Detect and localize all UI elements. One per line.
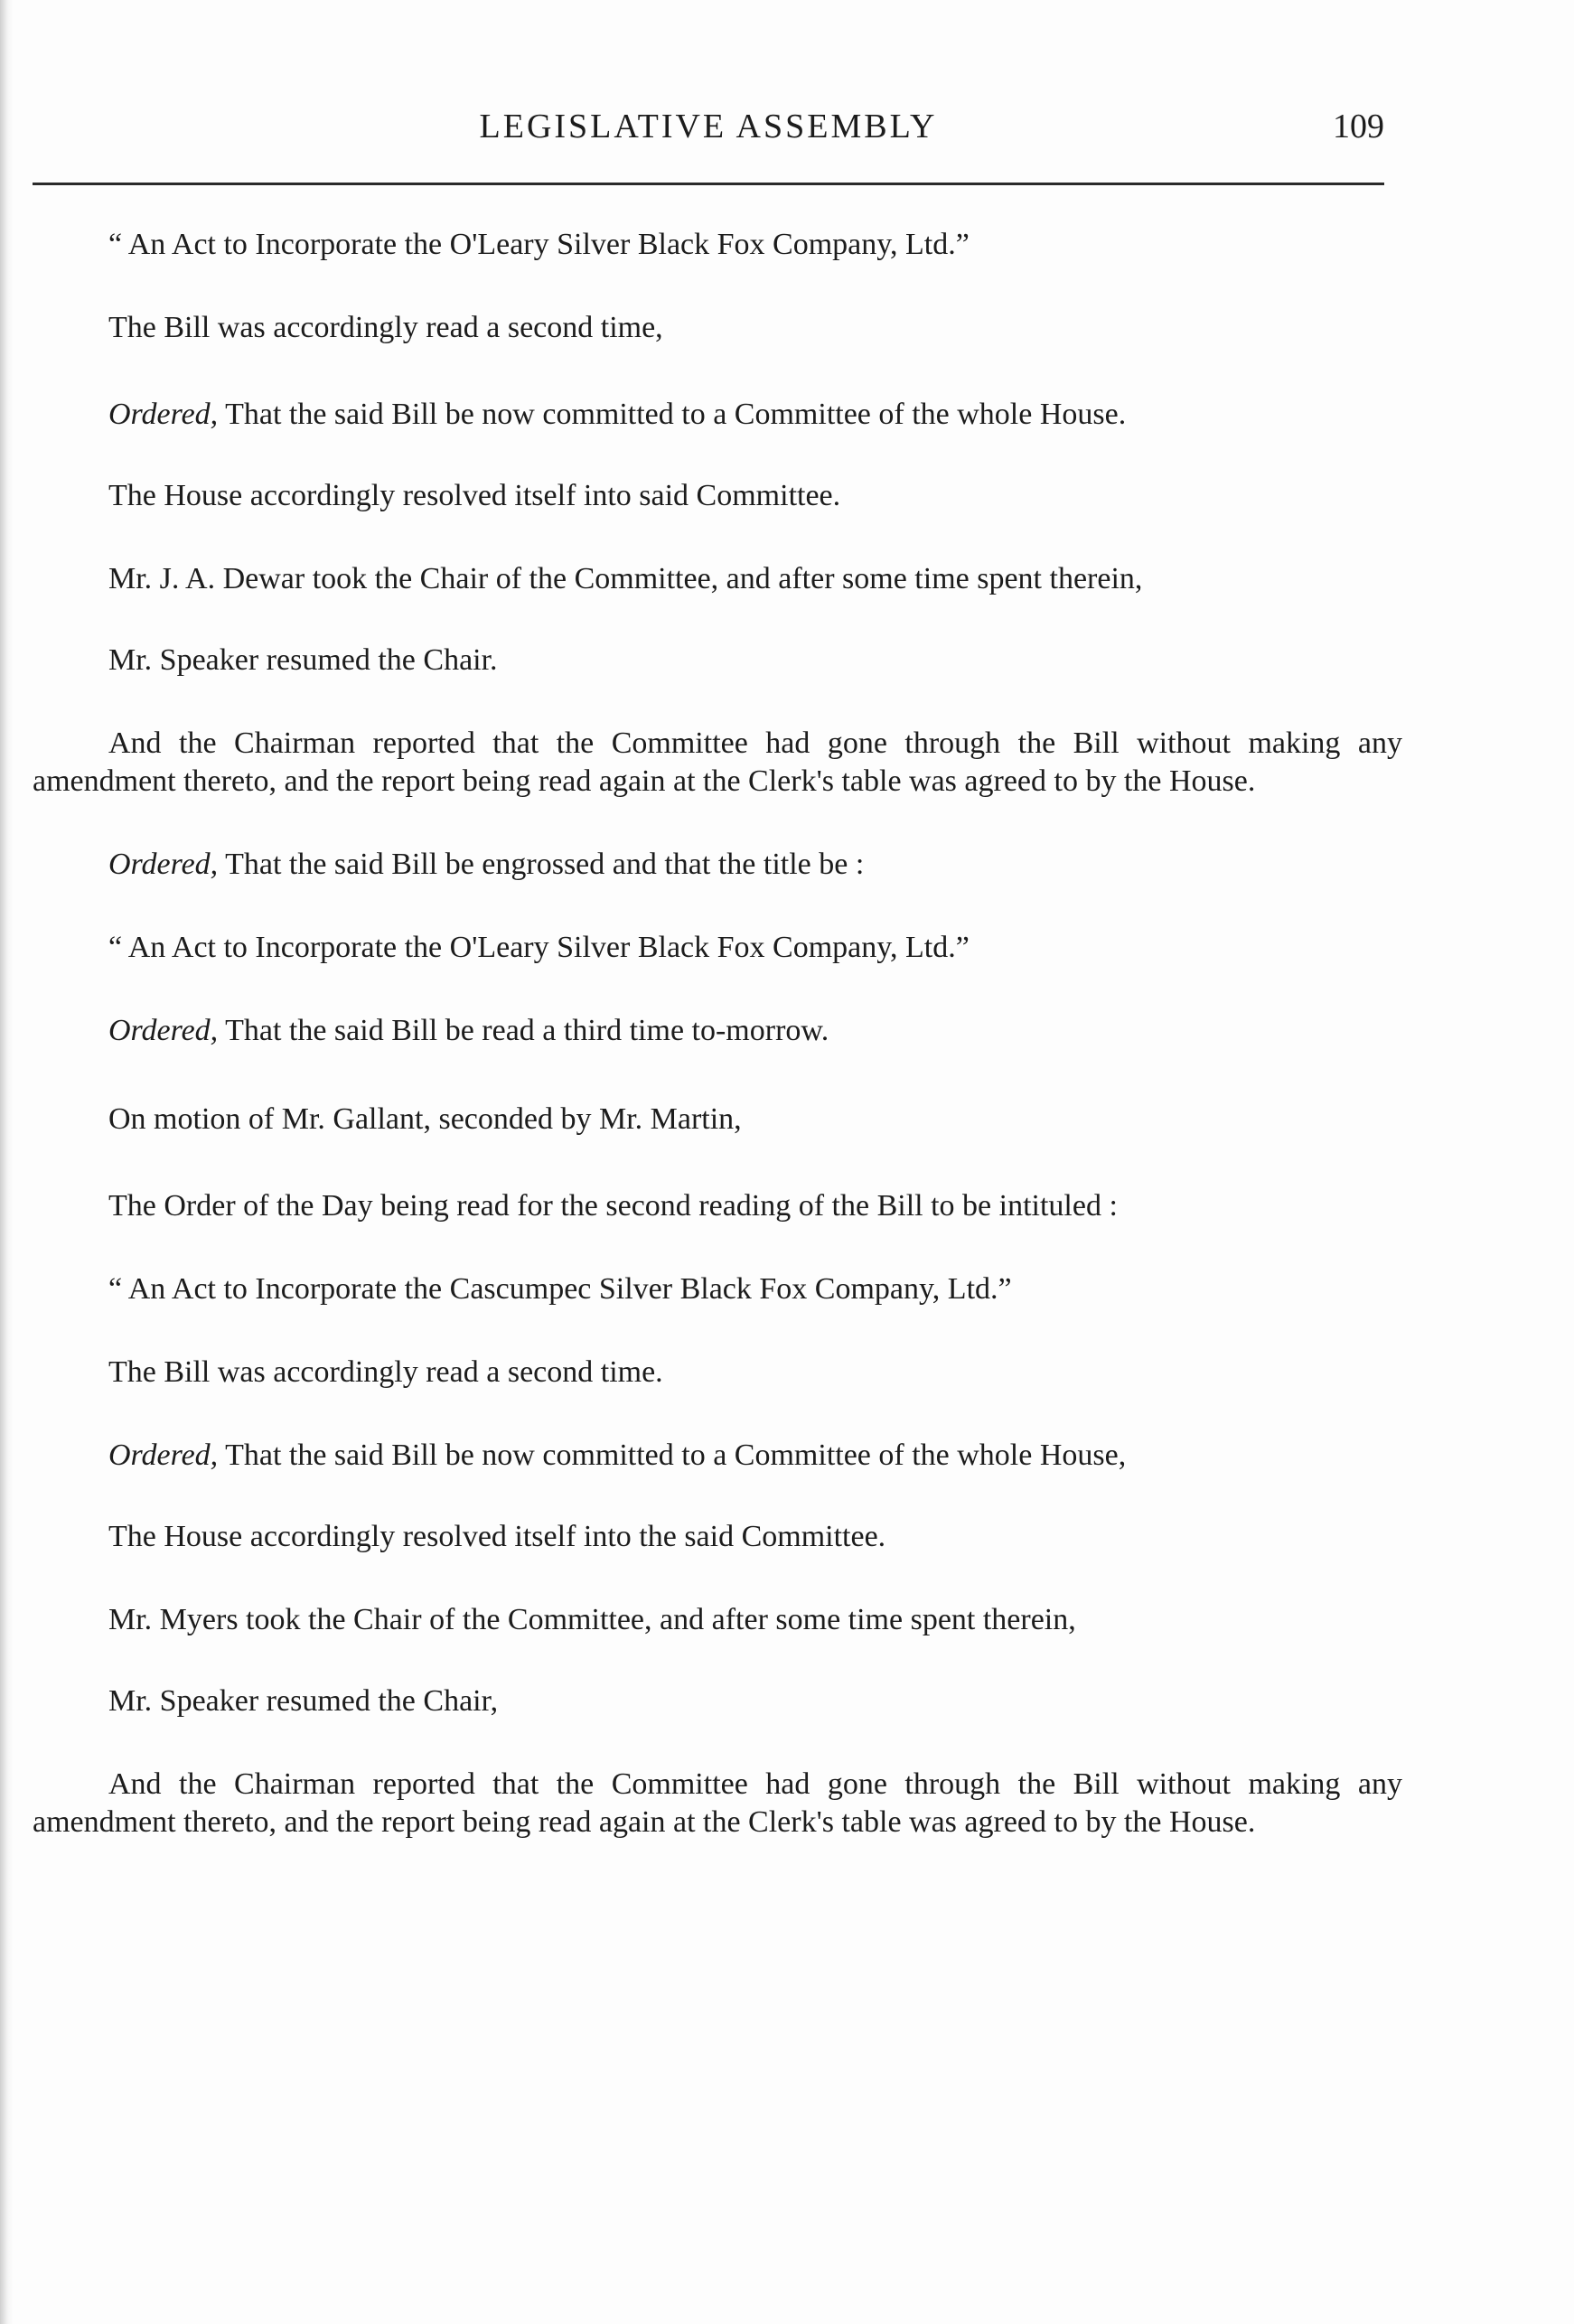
paragraph-text: That the said Bill be now committed to a Committee of the whole House, (225, 1438, 1127, 1472)
paragraph-text: That the said Bill be read a third time to-morrow. (225, 1014, 829, 1047)
paragraph-text: And the Chairman reported that the Committee had gone through the Bill without making any amendment thereto, and the report being read again at the Clerk's table was agreed to by the House. (33, 726, 1402, 798)
bill-title-text: “ An Act to Incorporate the O'Leary Silver Black Fox Company, Ltd.” (108, 931, 970, 964)
paragraph-text: The House accordingly resolved itself into said Committee. (108, 479, 841, 512)
ordered-paragraph (33, 1437, 1402, 1475)
paragraph (33, 1601, 1402, 1639)
paragraph-text: Mr. Speaker resumed the Chair, (108, 1684, 499, 1718)
paragraph-text: Mr. J. A. Dewar took the Chair of the Committee, and after some time spent therein, (108, 562, 1143, 595)
paragraph-text: The Bill was accordingly read a second time. (108, 1355, 663, 1389)
paragraph (33, 1187, 1402, 1225)
paragraph (33, 642, 1402, 679)
header-rule (33, 183, 1384, 185)
ordered-paragraph (33, 396, 1402, 434)
paragraph (33, 1518, 1402, 1556)
bill-title (33, 929, 1402, 967)
ordered-lead: Ordered, (108, 848, 219, 881)
paragraph (33, 477, 1402, 515)
paragraph (33, 309, 1402, 347)
paragraph (33, 560, 1402, 598)
paragraph-text: That the said Bill be engrossed and that the title be : (225, 848, 865, 881)
paragraph-text: The Order of the Day being read for the second reading of the Bill to be intituled : (108, 1189, 1118, 1223)
ordered-paragraph (33, 846, 1402, 884)
page-number: 109 (1333, 108, 1384, 145)
paragraph-text: That the said Bill be now committed to a Committee of the whole House. (225, 398, 1127, 431)
page-binding-edge (0, 0, 13, 2324)
document-body (33, 226, 1402, 1841)
paragraph (33, 1101, 1402, 1139)
paragraph (33, 1682, 1402, 1720)
ordered-paragraph (33, 1012, 1402, 1050)
paragraph-text: Mr. Myers took the Chair of the Committee, and after some time spent therein, (108, 1603, 1076, 1636)
bill-title (33, 226, 1402, 264)
ordered-lead: Ordered, (108, 1014, 219, 1047)
bill-title-text: “ An Act to Incorporate the Cascumpec Silver Black Fox Company, Ltd.” (108, 1272, 1012, 1306)
paragraph-text: The House accordingly resolved itself into the said Committee. (108, 1520, 886, 1553)
ordered-lead: Ordered, (108, 1438, 219, 1472)
paragraph-text: And the Chairman reported that the Committee had gone through the Bill without making any amendment thereto, and the report being read again at the Clerk's table was agreed to by the House. (33, 1767, 1402, 1839)
page-header (33, 107, 1384, 161)
paragraph-text: The Bill was accordingly read a second time, (108, 311, 663, 344)
paragraph (33, 1354, 1402, 1392)
paragraph-text: Mr. Speaker resumed the Chair. (108, 643, 498, 677)
paragraph (33, 1766, 1402, 1841)
paragraph (33, 725, 1402, 801)
paragraph-text: On motion of Mr. Gallant, seconded by Mr. Martin, (108, 1102, 742, 1136)
bill-title-text: “ An Act to Incorporate the O'Leary Silver Black Fox Company, Ltd.” (108, 228, 970, 261)
running-head: LEGISLATIVE ASSEMBLY (479, 108, 938, 145)
bill-title (33, 1270, 1402, 1308)
ordered-lead: Ordered, (108, 398, 219, 431)
